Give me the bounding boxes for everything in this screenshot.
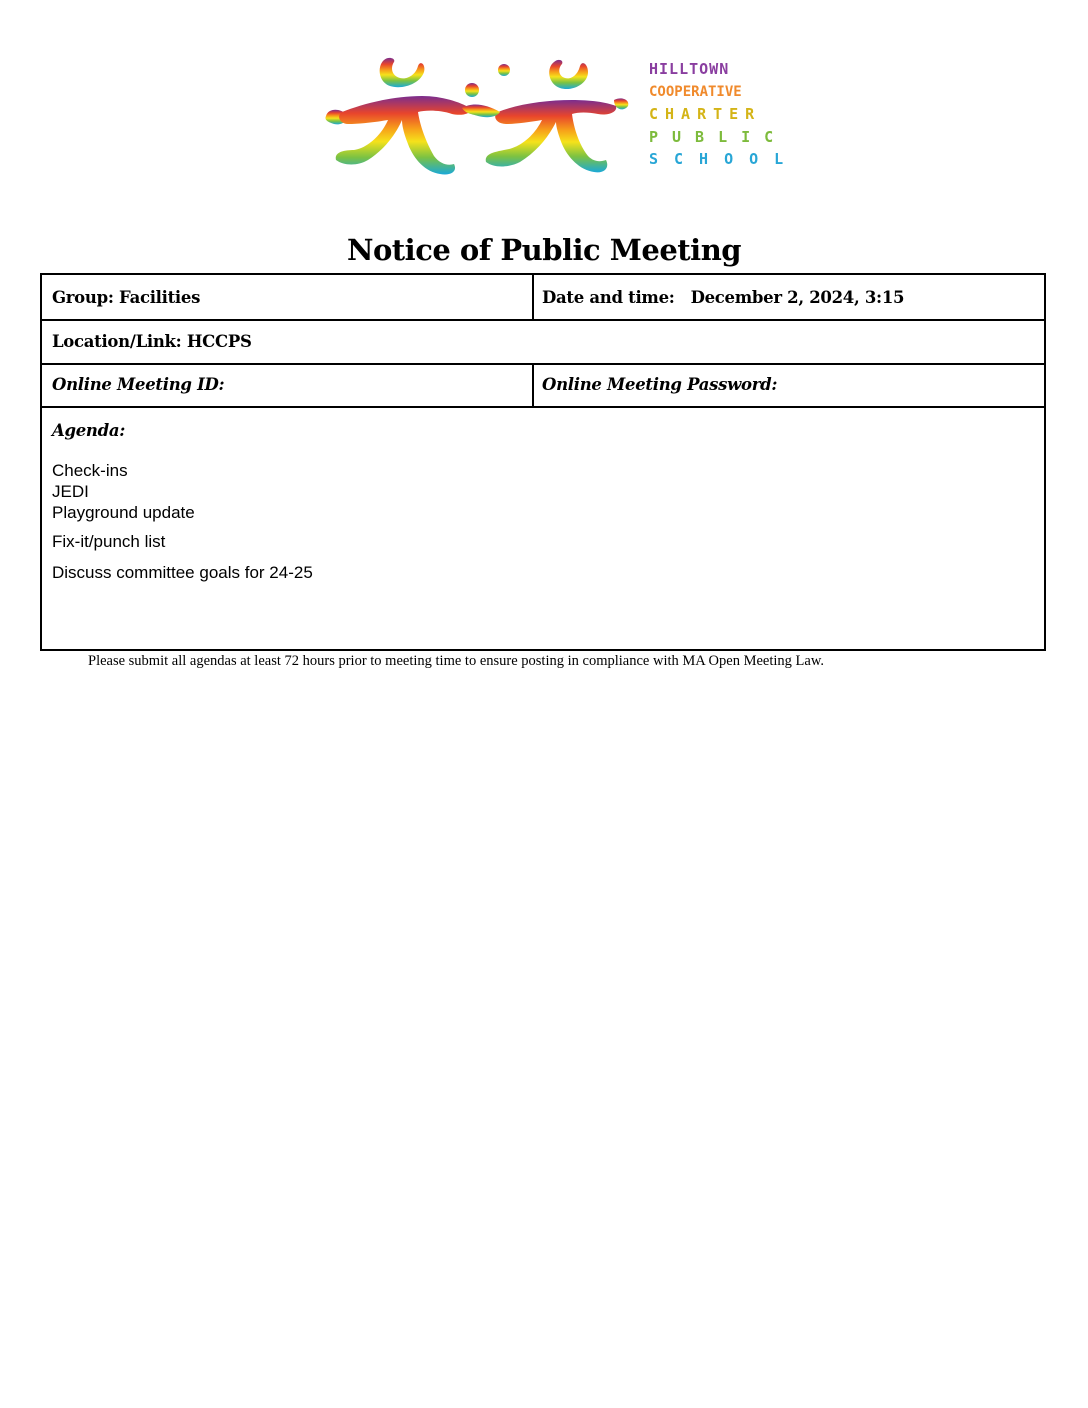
date-time-value: December 2, 2024, 3:15 (690, 287, 905, 307)
logo-word-2: COOPERATIVE (649, 83, 742, 100)
row-group-date (42, 275, 1044, 321)
school-logo (322, 52, 800, 178)
logo-word-3: CHARTER (649, 105, 762, 123)
column-divider (532, 363, 534, 406)
page-title: Notice of Public Meeting (346, 233, 742, 267)
logo-word-1: HILLTOWN (649, 60, 730, 78)
agenda-heading: Agenda: (52, 421, 126, 440)
agenda-section (52, 418, 1034, 583)
meeting-form-table (40, 273, 1046, 651)
group-field: Group: Facilities (52, 287, 201, 307)
logo-figures-graphic (322, 52, 637, 178)
location-field: Location/Link: HCCPS (52, 331, 252, 351)
logo-word-4: PUBLIC (649, 127, 788, 146)
logo-school-name (649, 58, 800, 171)
online-meeting-password-label: Online Meeting Password: (542, 375, 778, 394)
agenda-item: Fix-it/punch list (52, 532, 166, 551)
date-time-label: Date and time: (542, 287, 675, 307)
online-meeting-id-label: Online Meeting ID: (52, 375, 225, 394)
footer-note: Please submit all agendas at least 72 hours prior to meeting time to ensure posting in compliance with MA Open Meeting Law. (88, 653, 824, 669)
logo-word-5: SCHOOL (649, 150, 800, 168)
agenda-list (52, 460, 1034, 583)
agenda-item: Check-ins (52, 461, 128, 480)
column-divider (532, 275, 534, 319)
agenda-item: JEDI (52, 482, 89, 501)
row-online-meeting (42, 363, 1044, 408)
row-location (42, 319, 1044, 365)
date-time-field (542, 275, 904, 319)
agenda-item: Discuss committee goals for 24-25 (52, 563, 313, 582)
agenda-item: Playground update (52, 503, 195, 522)
